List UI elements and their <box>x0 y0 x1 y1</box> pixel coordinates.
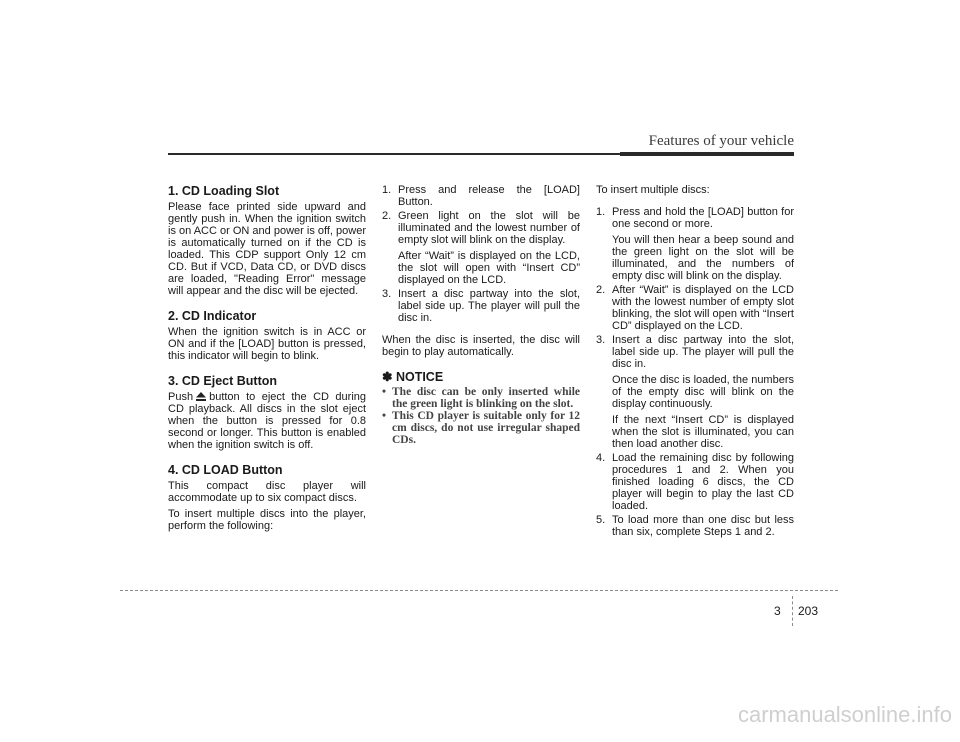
step-item <box>596 514 794 538</box>
notice-item <box>382 410 580 446</box>
section-text-cd-eject-button <box>168 391 366 451</box>
step-body <box>612 206 794 282</box>
step-number: 3. <box>596 334 606 346</box>
section-heading-cd-load-button: 4. CD LOAD Button <box>168 463 283 477</box>
eject-icon <box>196 392 206 401</box>
step-text: Insert a disc partway into the slot, label side up. The player will pull the disc in. <box>398 288 580 324</box>
section-heading-cd-indicator: 2. CD Indicator <box>168 309 257 323</box>
eject-text-pre: Push <box>168 391 194 403</box>
section-text-cd-load-button-2: To insert multiple discs into the player, perform the following: <box>168 508 366 532</box>
page-number: 203 <box>798 604 819 618</box>
step-item <box>382 288 580 324</box>
section-heading-cd-eject-button: 3. CD Eject Button <box>168 374 278 388</box>
watermark-text: carmanualsonline.info <box>737 702 952 727</box>
notice-item <box>382 386 580 410</box>
column-middle <box>382 184 580 446</box>
intro-text: To insert multiple discs: <box>596 184 710 196</box>
section-heading-cd-loading-slot: 1. CD Loading Slot <box>168 184 280 198</box>
header-rule-accent <box>620 152 794 156</box>
column-right <box>596 184 794 540</box>
step-body <box>612 334 794 450</box>
step-number: 4. <box>596 452 606 464</box>
notice-text: The disc can be only inserted while the green light is blinking on the slot. <box>392 386 580 410</box>
section-text-cd-load-button-1: This compact disc player will accommodate up to six compact discs. <box>168 480 366 504</box>
step-text: To load more than one disc but less than six, complete Steps 1 and 2. <box>612 514 794 538</box>
step-item <box>382 184 580 208</box>
step-subtext: After “Wait” is displayed on the LCD, the slot will open with “Insert CD” displayed on the LCD. <box>398 250 580 286</box>
step-text: Press and release the [LOAD] Button. <box>398 184 580 208</box>
step-item <box>382 210 580 286</box>
step-body <box>398 210 580 286</box>
step-subtext: Once the disc is loaded, the numbers of the empty disc will blink on the display continuously. <box>612 374 794 410</box>
step-item <box>596 334 794 450</box>
step-number: 2. <box>596 284 606 296</box>
step-text: Insert a disc partway into the slot, label side up. The player will pull the disc in. <box>612 334 794 370</box>
notice-text: This CD player is suitable only for 12 cm discs, do not use irregular shaped CDs. <box>392 410 580 446</box>
step-number: 1. <box>382 184 392 196</box>
section-text-cd-loading-slot: Please face printed side upward and gently push in. When the ignition switch is on ACC or ON and power is off, power is automatically turned on if the CD is loaded. This CDP support Only 12 cm CD. But if VCD, Data CD, or DVD discs are loaded, "Reading Error" message will appear and the disc will be ejected. <box>168 201 366 297</box>
step-number: 5. <box>596 514 606 526</box>
eject-text-post: button to eject the CD during CD playback. All discs in the slot eject when the button is pressed for 0.8 second or longer. This button is enabled when the ignition switch is off. <box>168 391 366 451</box>
step-number: 2. <box>382 210 392 222</box>
footer-rule <box>120 590 838 591</box>
bullet-icon: • <box>382 410 387 422</box>
step-text: Green light on the slot will be illuminated and the lowest number of empty slot will blink on the display. <box>398 210 580 246</box>
step-item <box>596 284 794 332</box>
step-item <box>596 206 794 282</box>
step-text: After “Wait” is displayed on the LCD with the lowest number of empty slot blinking, the slot will open with “Insert CD” displayed on the LCD. <box>612 284 794 332</box>
after-steps-text: When the disc is inserted, the disc will begin to play automatically. <box>382 334 580 358</box>
page-number-divider <box>792 596 793 626</box>
header-title: Features of your vehicle <box>648 133 794 149</box>
column-left <box>168 184 366 532</box>
notice-title: ✽ NOTICE <box>382 370 444 384</box>
step-number: 3. <box>382 288 392 300</box>
chapter-number: 3 <box>774 604 781 618</box>
step-text: Press and hold the [LOAD] button for one second or more. <box>612 206 794 230</box>
step-number: 1. <box>596 206 606 218</box>
step-subtext: If the next “Insert CD” is displayed when the slot is illuminated, you can then load another disc. <box>612 414 794 450</box>
step-text: Load the remaining disc by following procedures 1 and 2. When you finished loading 6 discs, the CD player will begin to play the last CD loaded. <box>612 452 794 512</box>
section-text-cd-indicator: When the ignition switch is in ACC or ON and if the [LOAD] button is pressed, this indicator will begin to blink. <box>168 326 366 362</box>
bullet-icon: • <box>382 386 387 398</box>
step-subtext: You will then hear a beep sound and the green light on the slot will be illuminated, and the numbers of empty disc will blink on the display. <box>612 234 794 282</box>
step-item <box>596 452 794 512</box>
